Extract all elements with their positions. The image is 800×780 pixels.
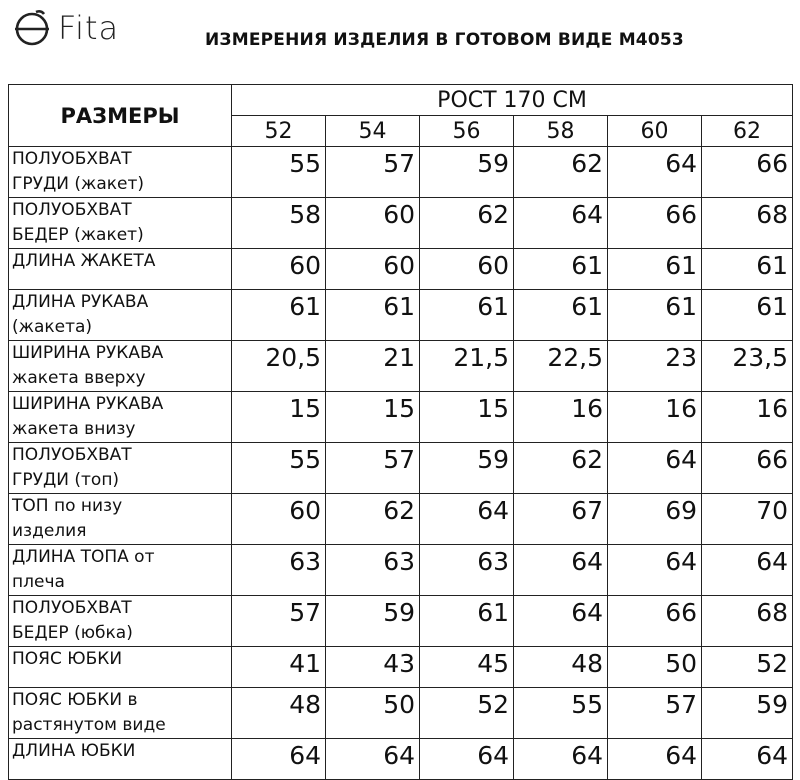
table-row bbox=[9, 688, 793, 739]
document-title: ИЗМЕРЕНИЯ ИЗДЕЛИЯ В ГОТОВОМ ВИДЕ М4053 bbox=[205, 30, 684, 50]
measurement-value: 66 bbox=[702, 443, 793, 494]
measurement-value: 59 bbox=[420, 443, 514, 494]
measurement-value: 63 bbox=[420, 545, 514, 596]
measurement-value: 61 bbox=[702, 249, 793, 290]
measurement-value: 64 bbox=[232, 739, 326, 780]
measurement-value: 61 bbox=[608, 290, 702, 341]
measurement-label-line: ПОЯС ЮБКИ в bbox=[12, 690, 138, 710]
measurement-label-line: ДЛИНА ЮБКИ bbox=[12, 741, 136, 761]
measurement-value: 55 bbox=[514, 688, 608, 739]
brand-logo bbox=[12, 6, 119, 50]
measurement-label-line: ДЛИНА ТОПА от bbox=[12, 547, 155, 567]
measurement-value: 64 bbox=[420, 739, 514, 780]
size-header-cell: 54 bbox=[326, 116, 420, 147]
measurement-value: 62 bbox=[326, 494, 420, 545]
measurement-value: 64 bbox=[608, 545, 702, 596]
measurement-value: 59 bbox=[326, 596, 420, 647]
measurement-label bbox=[9, 147, 232, 198]
measurement-label-line: изделия bbox=[12, 521, 87, 541]
measurement-value: 22,5 bbox=[514, 341, 608, 392]
measurement-label bbox=[9, 688, 232, 739]
measurement-value: 60 bbox=[326, 249, 420, 290]
measurement-value: 61 bbox=[232, 290, 326, 341]
measurement-label bbox=[9, 392, 232, 443]
measurement-value: 62 bbox=[420, 198, 514, 249]
measurement-label-line: растянутом виде bbox=[12, 715, 166, 735]
table-row bbox=[9, 739, 793, 780]
size-header-cell: 60 bbox=[608, 116, 702, 147]
measurement-value: 69 bbox=[608, 494, 702, 545]
measurement-label-line: ГРУДИ (жакет) bbox=[12, 174, 145, 194]
measurement-value: 68 bbox=[702, 198, 793, 249]
measurement-value: 21 bbox=[326, 341, 420, 392]
measurement-value: 63 bbox=[326, 545, 420, 596]
measurement-value: 64 bbox=[514, 739, 608, 780]
measurement-value: 67 bbox=[514, 494, 608, 545]
measurement-value: 59 bbox=[420, 147, 514, 198]
sizes-corner-label: РАЗМЕРЫ bbox=[9, 85, 232, 147]
measurement-label bbox=[9, 290, 232, 341]
measurement-label-line: БЕДЕР (жакет) bbox=[12, 225, 144, 245]
measurement-label-line: ПОЛУОБХВАТ bbox=[12, 200, 132, 220]
measurement-label-line: ДЛИНА ЖАКЕТА bbox=[12, 251, 156, 271]
measurement-label-line: ПОЛУОБХВАТ bbox=[12, 445, 132, 465]
measurement-value: 64 bbox=[702, 739, 793, 780]
measurement-value: 21,5 bbox=[420, 341, 514, 392]
height-header: РОСТ 170 СМ bbox=[232, 85, 793, 116]
measurement-value: 61 bbox=[702, 290, 793, 341]
measurement-value: 57 bbox=[326, 443, 420, 494]
measurement-value: 15 bbox=[232, 392, 326, 443]
table-row bbox=[9, 249, 793, 290]
brand-name: Fita bbox=[58, 9, 120, 47]
measurement-value: 70 bbox=[702, 494, 793, 545]
table-row bbox=[9, 443, 793, 494]
measurement-label-line: ШИРИНА РУКАВА bbox=[12, 394, 164, 414]
measurement-value: 64 bbox=[514, 596, 608, 647]
measurement-value: 60 bbox=[420, 249, 514, 290]
measurement-value: 60 bbox=[232, 249, 326, 290]
measurement-label-line: жакета внизу bbox=[12, 419, 136, 439]
measurement-value: 64 bbox=[420, 494, 514, 545]
measurement-value: 61 bbox=[420, 290, 514, 341]
measurement-label bbox=[9, 341, 232, 392]
measurement-value: 15 bbox=[420, 392, 514, 443]
measurement-value: 20,5 bbox=[232, 341, 326, 392]
measurement-value: 50 bbox=[608, 647, 702, 688]
size-header-cell: 58 bbox=[514, 116, 608, 147]
measurement-label bbox=[9, 739, 232, 780]
measurement-value: 48 bbox=[514, 647, 608, 688]
measurement-value: 41 bbox=[232, 647, 326, 688]
measurement-value: 62 bbox=[514, 147, 608, 198]
measurement-value: 43 bbox=[326, 647, 420, 688]
measurement-value: 57 bbox=[232, 596, 326, 647]
table-row bbox=[9, 494, 793, 545]
measurement-label bbox=[9, 647, 232, 688]
measurement-label-line: плеча bbox=[12, 572, 65, 592]
measurement-label-line: ДЛИНА РУКАВА bbox=[12, 292, 149, 312]
measurement-label-line: ГРУДИ (топ) bbox=[12, 470, 120, 490]
measurement-label bbox=[9, 494, 232, 545]
measurement-value: 58 bbox=[232, 198, 326, 249]
measurement-label bbox=[9, 596, 232, 647]
measurement-value: 23,5 bbox=[702, 341, 793, 392]
measurement-value: 64 bbox=[514, 545, 608, 596]
measurement-value: 68 bbox=[702, 596, 793, 647]
measurement-value: 23 bbox=[608, 341, 702, 392]
table-row bbox=[9, 647, 793, 688]
measurement-value: 52 bbox=[420, 688, 514, 739]
measurement-value: 64 bbox=[608, 443, 702, 494]
measurement-value: 57 bbox=[326, 147, 420, 198]
measurement-value: 63 bbox=[232, 545, 326, 596]
measurement-value: 15 bbox=[326, 392, 420, 443]
fita-circle-logo-icon bbox=[12, 8, 52, 48]
measurement-value: 55 bbox=[232, 147, 326, 198]
measurement-value: 61 bbox=[514, 249, 608, 290]
size-header-cell: 56 bbox=[420, 116, 514, 147]
table-row bbox=[9, 545, 793, 596]
measurement-label-line: ПОЯС ЮБКИ bbox=[12, 649, 123, 669]
measurement-value: 52 bbox=[702, 647, 793, 688]
measurement-value: 66 bbox=[608, 596, 702, 647]
measurement-value: 64 bbox=[608, 147, 702, 198]
measurement-value: 57 bbox=[608, 688, 702, 739]
table-row bbox=[9, 341, 793, 392]
measurement-value: 60 bbox=[232, 494, 326, 545]
measurement-value: 16 bbox=[702, 392, 793, 443]
measurement-value: 66 bbox=[702, 147, 793, 198]
table-row bbox=[9, 596, 793, 647]
measurement-value: 66 bbox=[608, 198, 702, 249]
measurement-value: 55 bbox=[232, 443, 326, 494]
table-row bbox=[9, 392, 793, 443]
measurement-label-line: (жакета) bbox=[12, 317, 93, 337]
measurement-label-line: ТОП по низу bbox=[12, 496, 123, 516]
measurement-label bbox=[9, 443, 232, 494]
measurement-value: 64 bbox=[608, 739, 702, 780]
measurement-label-line: ПОЛУОБХВАТ bbox=[12, 149, 132, 169]
measurement-value: 64 bbox=[326, 739, 420, 780]
measurements-table bbox=[8, 84, 793, 780]
measurement-value: 61 bbox=[420, 596, 514, 647]
measurement-value: 61 bbox=[608, 249, 702, 290]
measurement-value: 61 bbox=[326, 290, 420, 341]
measurement-label-line: ПОЛУОБХВАТ bbox=[12, 598, 132, 618]
measurement-label-line: ШИРИНА РУКАВА bbox=[12, 343, 164, 363]
measurement-value: 45 bbox=[420, 647, 514, 688]
measurement-label-line: жакета вверху bbox=[12, 368, 146, 388]
table-row bbox=[9, 198, 793, 249]
measurement-value: 62 bbox=[514, 443, 608, 494]
measurement-value: 64 bbox=[702, 545, 793, 596]
size-header-cell: 52 bbox=[232, 116, 326, 147]
measurement-value: 50 bbox=[326, 688, 420, 739]
table-row bbox=[9, 290, 793, 341]
measurement-value: 48 bbox=[232, 688, 326, 739]
measurement-value: 59 bbox=[702, 688, 793, 739]
measurement-value: 64 bbox=[514, 198, 608, 249]
measurement-label bbox=[9, 249, 232, 290]
measurement-value: 16 bbox=[514, 392, 608, 443]
size-header-cell: 62 bbox=[702, 116, 793, 147]
measurement-label bbox=[9, 198, 232, 249]
table-row bbox=[9, 147, 793, 198]
measurement-value: 61 bbox=[514, 290, 608, 341]
measurement-value: 60 bbox=[326, 198, 420, 249]
measurement-rows bbox=[9, 147, 793, 780]
measurement-value: 16 bbox=[608, 392, 702, 443]
measurement-label-line: БЕДЕР (юбка) bbox=[12, 623, 133, 643]
measurement-label bbox=[9, 545, 232, 596]
